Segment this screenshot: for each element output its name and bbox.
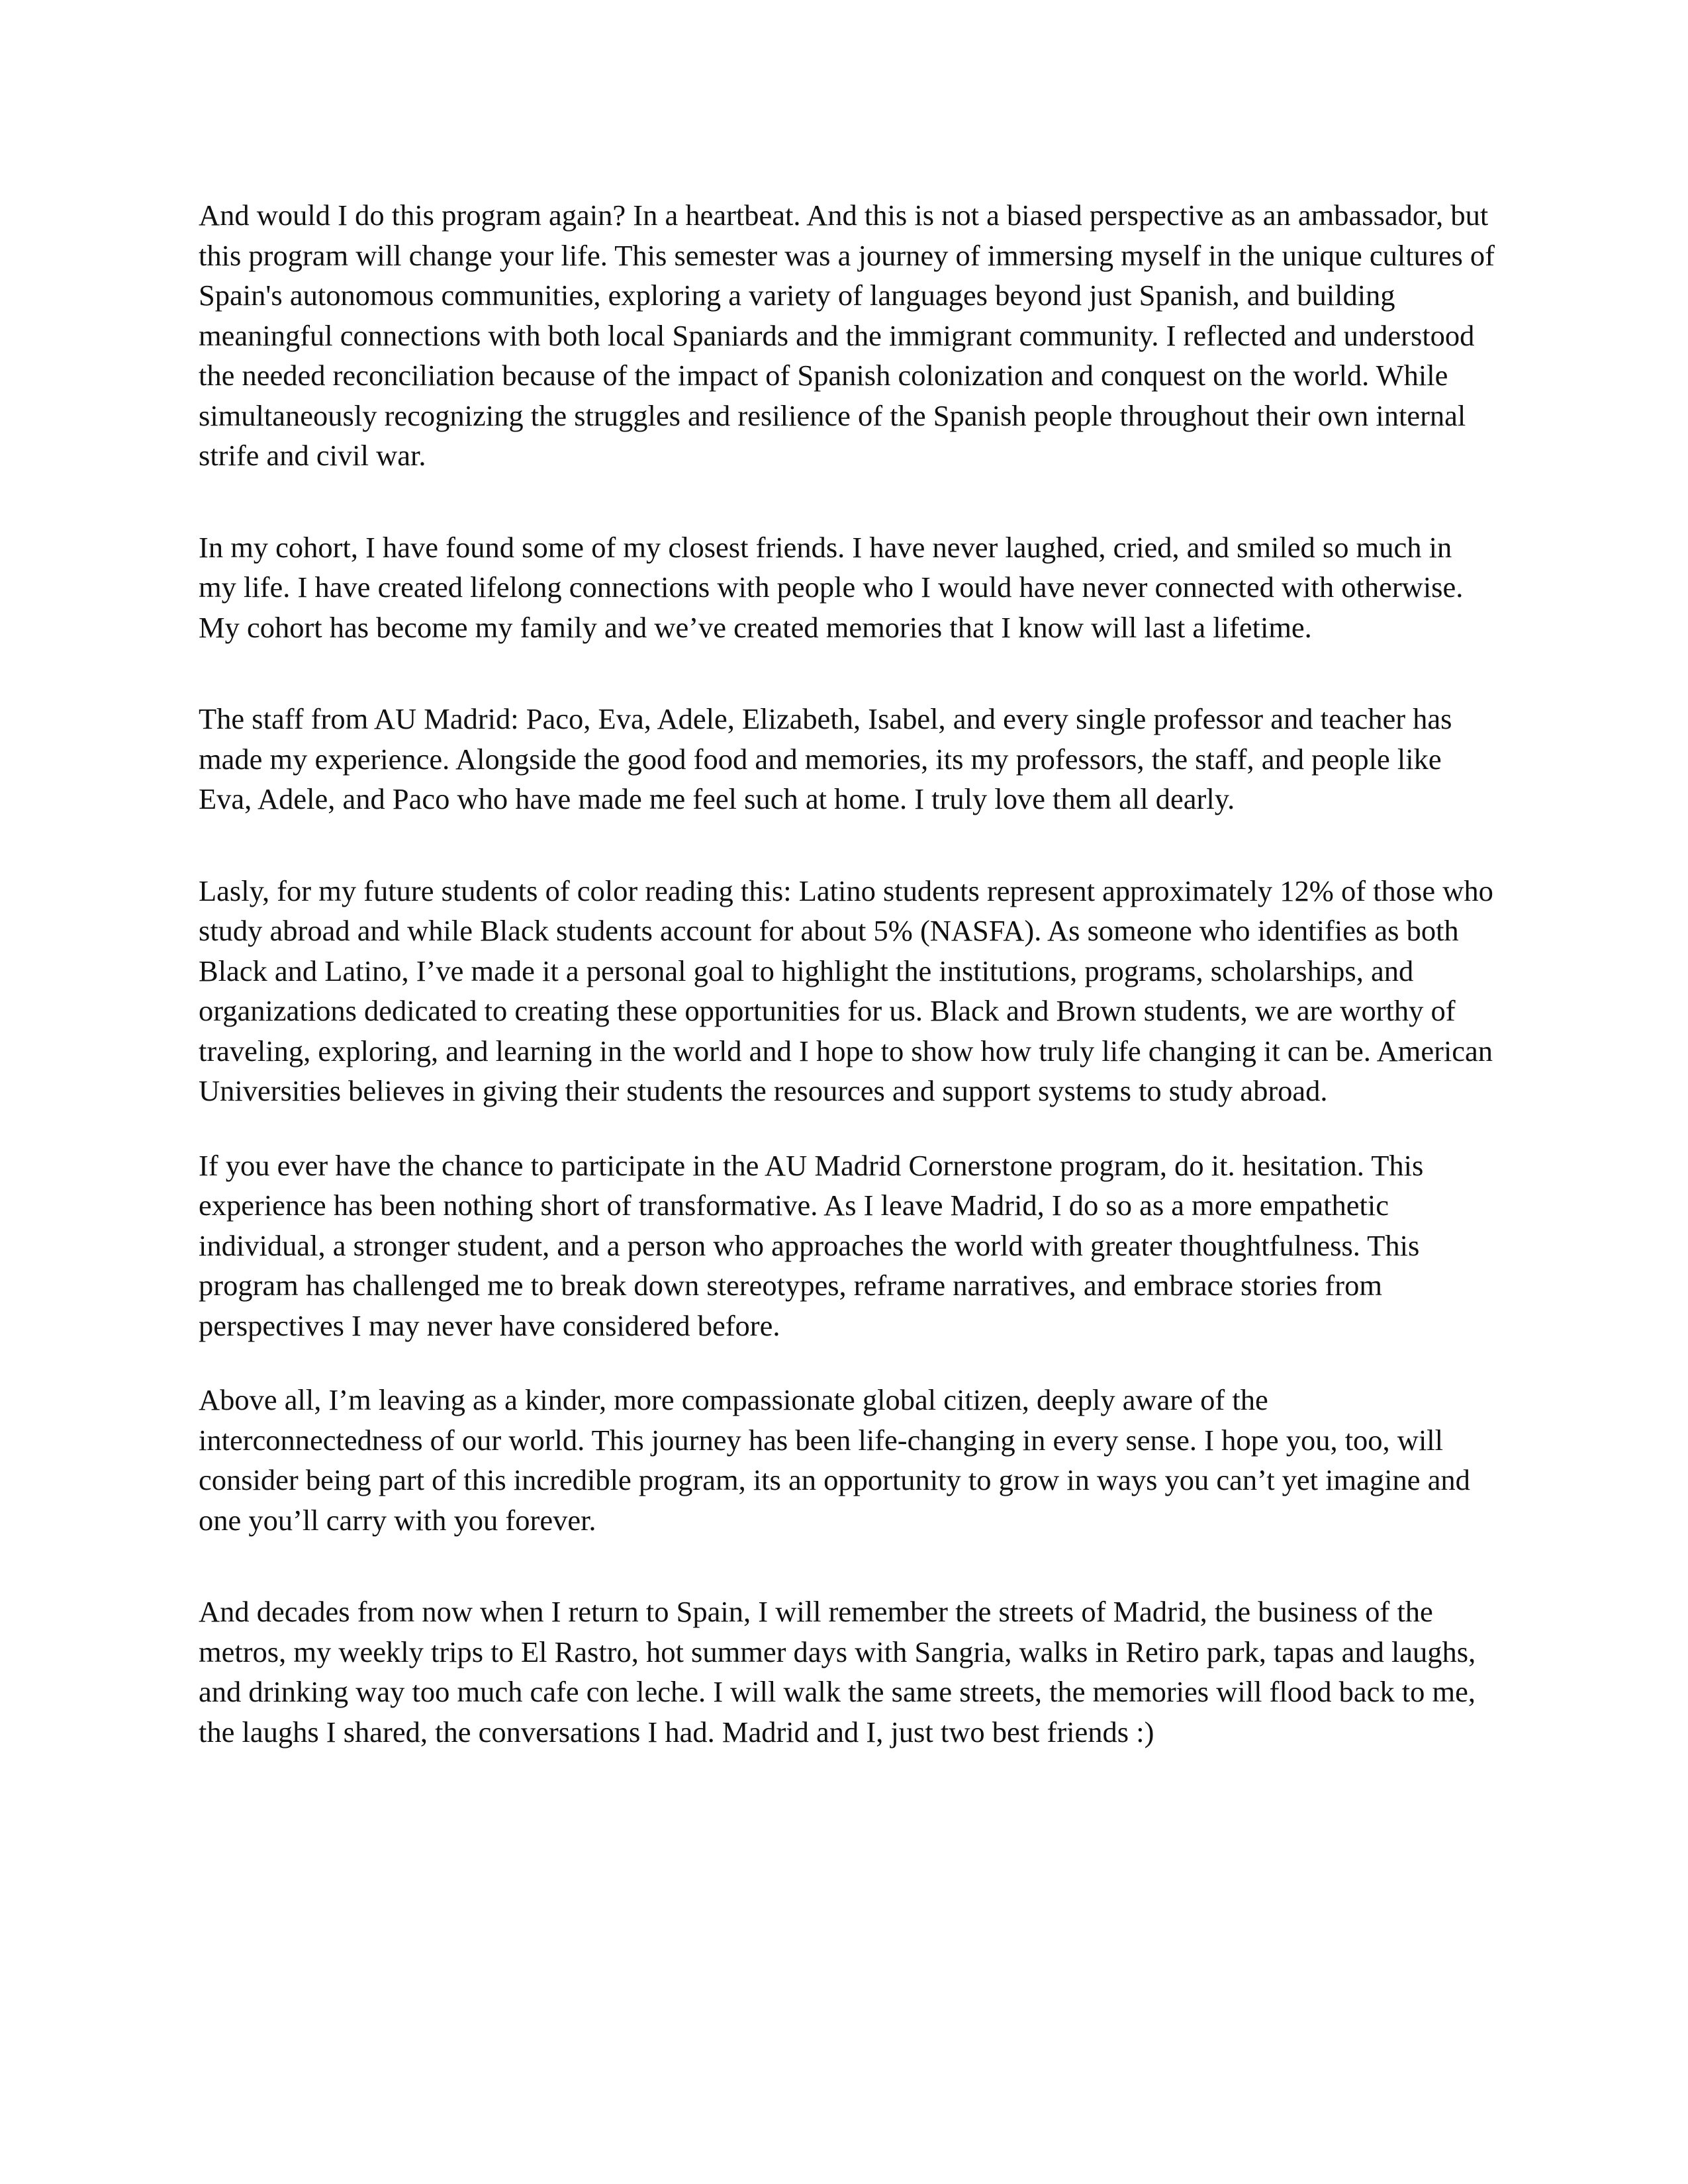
document-page xyxy=(199,195,1496,1752)
paragraph-participate: If you ever have the chance to participate in the AU Madrid Cornerstone program, do it. hesitation. This experience has been nothing short of transformative. As I leave Madrid, I do so as a more empathetic individual, a stronger student, and a person who approaches the world with greater thoughtfulness. This program has challenged me to break down stereotypes, reframe narratives, and embrace stories from perspectives I may never have considered before. xyxy=(199,1148,1424,1342)
paragraph-students-of-color: Lasly, for my future students of color reading this: Latino students represent approximately 12% of those who study abroad and while Black students account for about 5% (NASFA). As someone who identifies as both Black and Latino, I’ve made it a personal goal to highlight the institutions, programs, scholarships, and organizations dedicated to creating these opportunities for us. Black and Brown students, we are worthy of traveling, exploring, and learning in the world and I hope to show how truly life changing it can be. American Universities believes in giving their students the resources and support systems to study abroad. xyxy=(199,874,1493,1107)
paragraph-staff: The staff from AU Madrid: Paco, Eva, Adele, Elizabeth, Isabel, and every single professor and teacher has made my experience. Alongside the good food and memories, its my professors, the staff, and people like Eva, Adele, and Paco who have made me feel such at home. I truly love them all dearly. xyxy=(199,702,1452,815)
paragraph-cohort: In my cohort, I have found some of my closest friends. I have never laughed, cried, and smiled so much in my life. I have created lifelong connections with people who I would have never connected with otherwise. My cohort has become my family and we’ve created memories that I know will last a lifetime. xyxy=(199,530,1464,644)
paragraph-program-again: And would I do this program again? In a heartbeat. And this is not a biased perspective as an ambassador, but this program will change your life. This semester was a journey of immersing myself in the unique cultures of Spain's autonomous communities, exploring a variety of languages beyond just Spanish, and building meaningful connections with both local Spaniards and the immigrant community. I reflected and understood the needed reconciliation because of the impact of Spanish colonization and conquest on the world. While simultaneously recognizing the struggles and resilience of the Spanish people throughout their own internal strife and civil war. xyxy=(199,199,1495,472)
paragraph-above-all: Above all, I’m leaving as a kinder, more compassionate global citizen, deeply aware of the interconnectedness of our world. This journey has been life-changing in every sense. I hope you, too, will consider being part of this incredible program, its an opportunity to grow in ways you can’t yet imagine and one you’ll carry with you forever. xyxy=(199,1383,1470,1537)
paragraph-decades-from-now: And decades from now when I return to Spain, I will remember the streets of Madrid, the business of the metros, my weekly trips to El Rastro, hot summer days with Sangria, walks in Retiro park, tapas and laughs, and drinking way too much cafe con leche. I will walk the same streets, the memories will flood back to me, the laughs I shared, the conversations I had. Madrid and I, just two best friends :) xyxy=(199,1595,1476,1749)
